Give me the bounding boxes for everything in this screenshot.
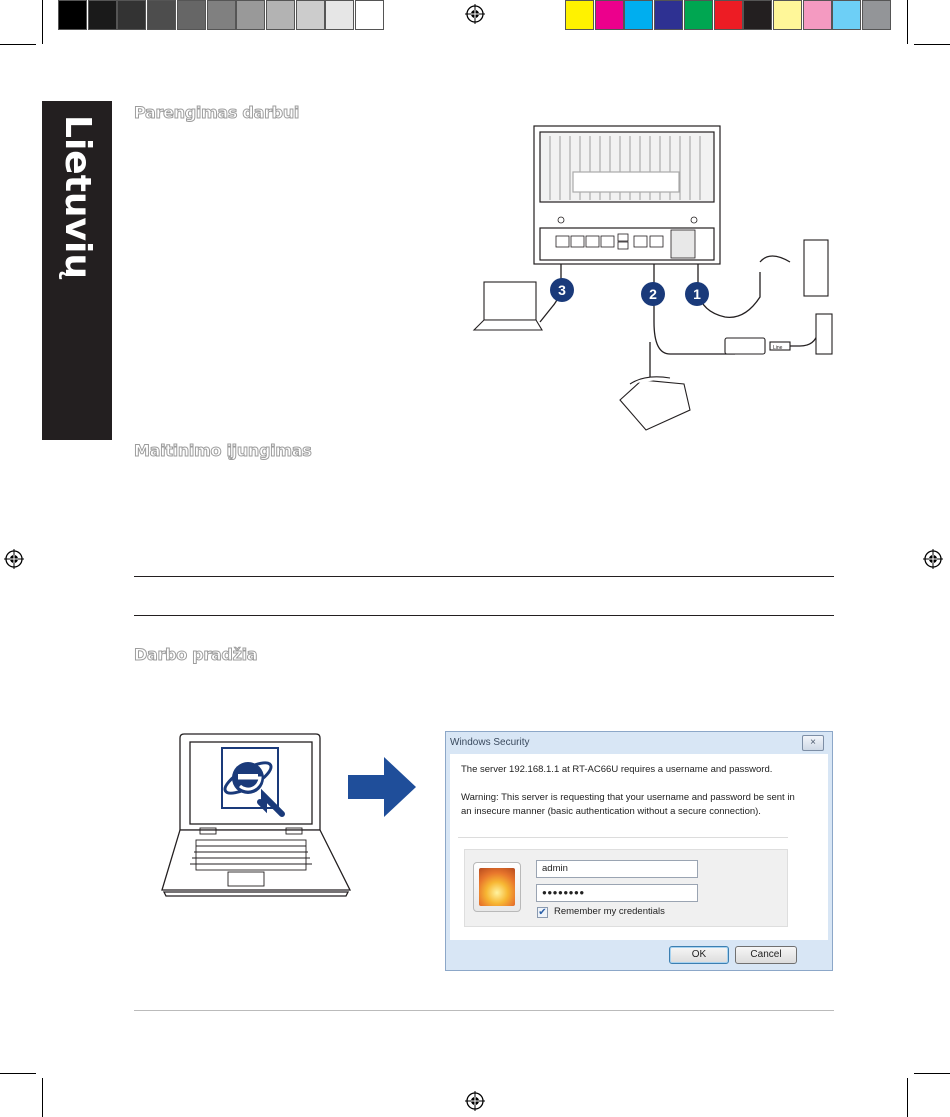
ok-button[interactable]: OK xyxy=(669,946,729,964)
crop-mark xyxy=(0,1073,36,1074)
note-rule-top xyxy=(134,576,834,577)
crop-mark xyxy=(42,1078,43,1117)
color-swatch xyxy=(862,0,891,30)
crop-mark xyxy=(907,0,908,44)
crop-mark xyxy=(907,1078,908,1117)
line-label: Line xyxy=(773,345,783,351)
gray-swatch xyxy=(58,0,87,30)
browser-icon xyxy=(221,748,282,814)
windows-security-dialog xyxy=(445,731,833,971)
color-swatch xyxy=(743,0,772,30)
dialog-warning: Warning: This server is requesting that your username and password be sent in an insecure manner (basic authentication without a secure connection). xyxy=(461,792,795,817)
color-swatch xyxy=(595,0,624,30)
gray-swatch xyxy=(147,0,176,30)
gray-swatch xyxy=(207,0,236,30)
section-heading-power: Maitinimo įjungimas xyxy=(134,441,312,460)
callout-2: 2 xyxy=(649,286,657,302)
user-avatar xyxy=(473,862,521,912)
credentials-panel xyxy=(464,849,788,927)
username-field[interactable]: admin xyxy=(536,860,698,878)
telephone-illustration xyxy=(620,377,690,430)
close-icon[interactable]: × xyxy=(802,735,824,751)
gray-swatch xyxy=(355,0,384,30)
language-side-tab xyxy=(42,101,112,440)
dialog-separator xyxy=(458,837,788,838)
registration-mark xyxy=(465,4,485,24)
password-field[interactable]: ●●●●●●●● xyxy=(536,884,698,902)
section-heading-setup: Parengimas darbui xyxy=(134,103,300,122)
section-heading-start: Darbo pradžia xyxy=(134,645,258,664)
callout-1: 1 xyxy=(693,286,701,302)
registration-mark xyxy=(465,1091,485,1111)
dialog-body xyxy=(450,754,828,940)
gray-swatch xyxy=(177,0,206,30)
registration-mark xyxy=(4,549,24,569)
registration-mark xyxy=(923,549,943,569)
crop-mark xyxy=(914,1073,950,1074)
router-connection-diagram xyxy=(470,122,835,434)
color-swatch xyxy=(773,0,802,30)
crop-mark xyxy=(914,44,950,45)
laptop-browser-illustration xyxy=(160,730,352,898)
gray-swatch xyxy=(266,0,295,30)
remember-checkbox[interactable]: ✔ xyxy=(538,907,547,918)
cancel-button[interactable]: Cancel xyxy=(735,946,797,964)
dialog-title: Windows Security xyxy=(450,737,530,748)
gray-swatch xyxy=(325,0,354,30)
gray-swatch xyxy=(117,0,146,30)
color-swatch xyxy=(684,0,713,30)
color-swatch xyxy=(654,0,683,30)
color-swatch xyxy=(803,0,832,30)
crop-mark xyxy=(42,0,43,44)
footer-rule xyxy=(134,1010,834,1011)
gray-swatch xyxy=(236,0,265,30)
color-swatch xyxy=(832,0,861,30)
language-label: Lietuvių xyxy=(57,115,98,279)
crop-mark xyxy=(0,44,36,45)
laptop-small-illustration xyxy=(474,282,542,330)
remember-label: Remember my credentials xyxy=(554,906,665,917)
router-illustration xyxy=(534,126,720,264)
dialog-message: The server 192.168.1.1 at RT-AC66U requires a username and password. xyxy=(461,764,773,775)
gray-swatch xyxy=(88,0,117,30)
note-rule-bottom xyxy=(134,615,834,616)
flow-arrow xyxy=(348,757,416,817)
color-swatch xyxy=(565,0,594,30)
gray-swatch xyxy=(296,0,325,30)
callout-badges xyxy=(550,278,709,306)
callout-3: 3 xyxy=(558,282,566,298)
color-swatch xyxy=(624,0,653,30)
color-swatch xyxy=(714,0,743,30)
